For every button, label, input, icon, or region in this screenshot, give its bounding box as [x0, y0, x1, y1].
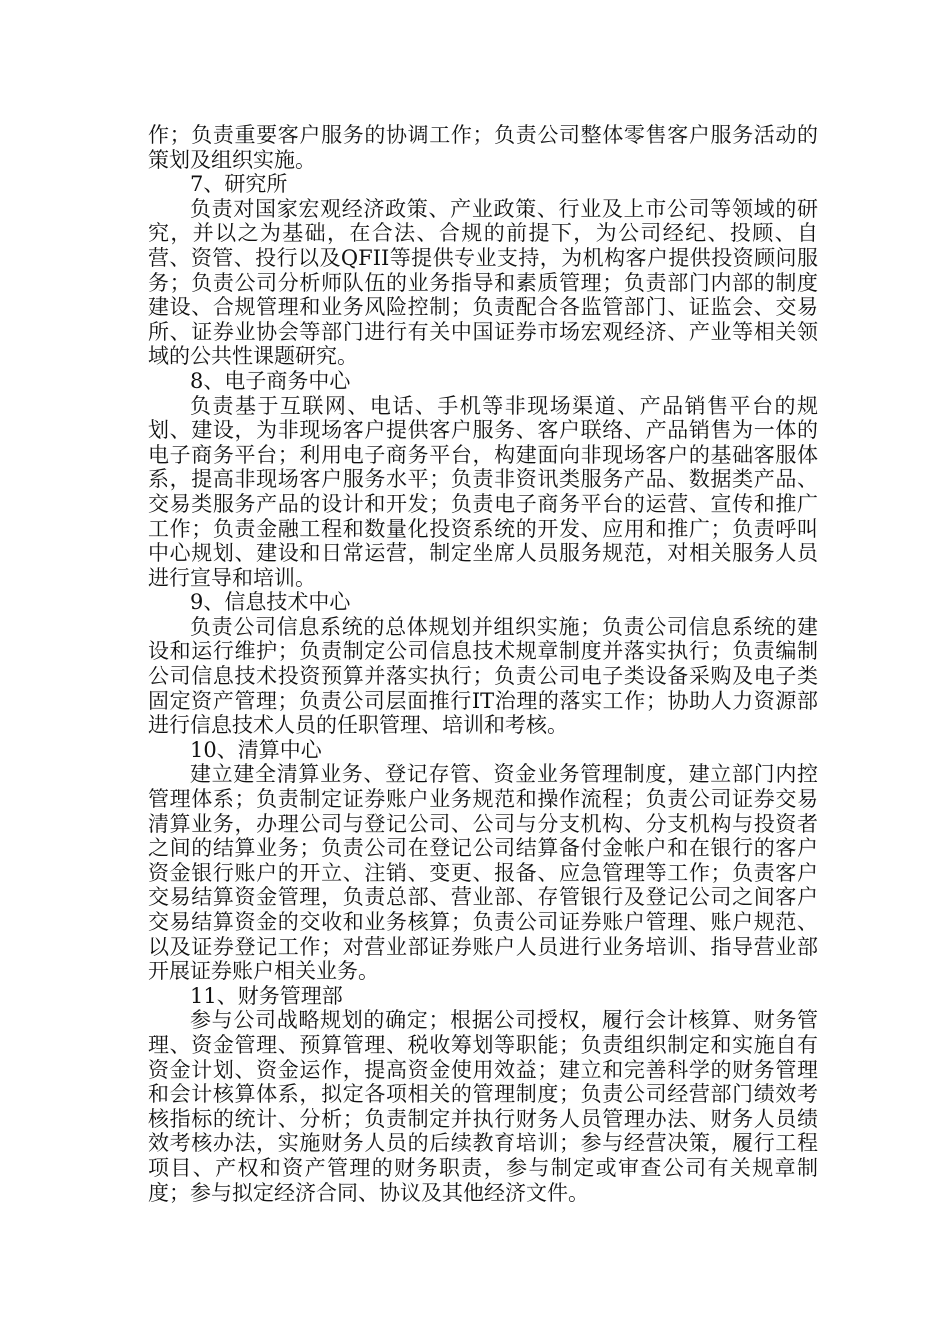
section-heading-research: 7、研究所 [190, 172, 288, 197]
section-body-clearing: 建立建全清算业务、登记存管、资金业务管理制度，建立部门内控管理体系；负责制定证券账户业务规范和操作流程；负责公司证券交易清算业务，办理公司与登记公司、公司与分支机构、分支机构与投资者之间的结算业务；负责公司在登记公司结算备付金帐户和在银行的客户资金银行账户的开立、注销、变更、报备、应急管理等工作；负责客户交易结算资金管理，负责总部、营业部、存管银行及登记公司之间客户交易结算资金的交收和业务核算；负责公司证券账户管理、账户规范、以及证券登记工作；对营业部证券账户人员进行业务培训、指导营业部开展证券账户相关业务。 [148, 762, 818, 984]
section-heading-finance: 11、财务管理部 [190, 983, 343, 1008]
section-body-it: 负责公司信息系统的总体规划并组织实施；负责公司信息系统的建设和运行维护；负责制定公司信息技术规章制度并落实执行；负责编制公司信息技术投资预算并落实执行；负责公司电子类设备采购及电子类固定资产管理；负责公司层面推行IT治理的落实工作；协助人力资源部进行信息技术人员的任职管理、培训和考核。 [148, 614, 818, 738]
section-heading-clearing: 10、清算中心 [190, 737, 322, 762]
document-page [148, 123, 818, 1205]
section-heading-it: 9、信息技术中心 [190, 590, 351, 615]
section-heading-ecommerce: 8、电子商务中心 [190, 368, 351, 393]
section-body-ecommerce: 负责基于互联网、电话、手机等非现场渠道、产品销售平台的规划、建设，为非现场客户提供客户服务、客户联络、产品销售为一体的电子商务平台；利用电子商务平台，构建面向非现场客户的基础客服体系，提高非现场客户服务水平；负责非资讯类服务产品、数据类产品、交易类服务产品的设计和开发；负责电子商务平台的运营、宣传和推广工作；负责金融工程和数量化投资系统的开发、应用和推广；负责呼叫中心规划、建设和日常运营，制定坐席人员服务规范，对相关服务人员进行宣导和培训。 [148, 393, 818, 590]
section-body-finance: 参与公司战略规划的确定；根据公司授权，履行会计核算、财务管理、资金管理、预算管理、税收筹划等职能；负责组织制定和实施自有资金计划、资金运作，提高资金使用效益；建立和完善科学的财务管理和会计核算体系，拟定各项相关的管理制度；负责公司经营部门绩效考核指标的统计、分析；负责制定并执行财务人员管理办法、财务人员绩效考核办法，实施财务人员的后续教育培训；参与经营决策，履行工程项目、产权和资产管理的财务职责，参与制定或审查公司有关规章制度；参与拟定经济合同、协议及其他经济文件。 [148, 1008, 818, 1205]
continuation-paragraph: 作；负责重要客户服务的协调工作；负责公司整体零售客户服务活动的策划及组织实施。 [148, 123, 818, 172]
section-body-research: 负责对国家宏观经济政策、产业政策、行业及上市公司等领域的研究，并以之为基础，在合法、合规的前提下，为公司经纪、投顾、自营、资管、投行以及QFII等提供专业支持，为机构客户提供投资顾问服务；负责公司分析师队伍的业务指导和素质管理；负责部门内部的制度建设、合规管理和业务风险控制；负责配合各监管部门、证监会、交易所、证券业协会等部门进行有关中国证券市场宏观经济、产业等相关领域的公共性课题研究。 [148, 196, 818, 369]
